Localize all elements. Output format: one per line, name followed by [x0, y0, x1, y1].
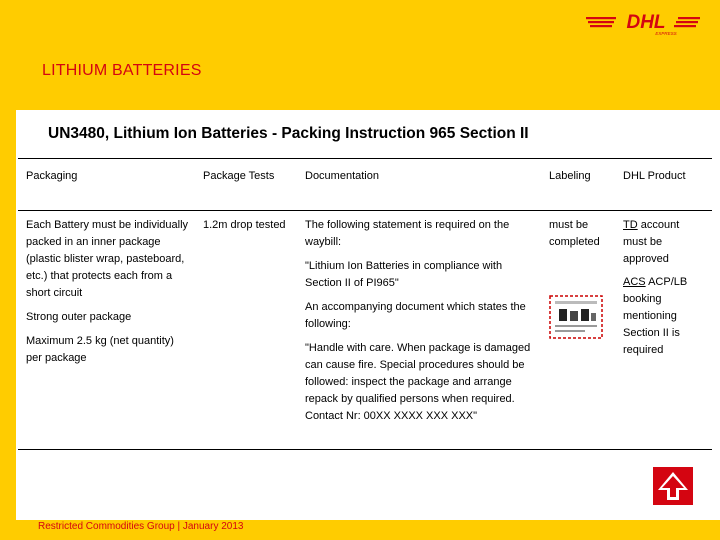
td-product-text: account must be approved [623, 219, 680, 265]
acs-product-link[interactable]: ACS [623, 276, 646, 288]
cell-packaging [18, 211, 195, 450]
header-documentation: Documentation [305, 170, 379, 182]
doc-handling-statement: "Handle with care. When package is damaged can cause fire. Special procedures should be followed: inspect the package and arrange repack by qualified persons when required. Contact Nr: 00XX XXXX XXX XXX" [305, 342, 531, 422]
header-dhl-product: DHL Product [623, 170, 686, 182]
header-package-tests: Package Tests [203, 170, 275, 182]
table-header-row [18, 159, 712, 211]
doc-waybill-statement: "Lithium Ion Batteries in compliance with Section II of PI965" [305, 260, 503, 289]
table-row [18, 211, 712, 450]
td-product-link[interactable]: TD [623, 219, 638, 231]
slide-title: LITHIUM BATTERIES [42, 62, 202, 79]
packing-instruction-table [18, 158, 712, 450]
labeling-text: must be completed [549, 219, 600, 248]
acs-product-text: ACP/LB booking mentioning Section II is required [623, 276, 688, 356]
cell-documentation [297, 211, 541, 450]
lithium-battery-handling-label-icon [549, 295, 603, 339]
up-arrow-icon[interactable] [652, 466, 694, 506]
header-labeling: Labeling [549, 170, 591, 182]
dhl-logo-subtext: EXPRESS [655, 31, 677, 36]
footer-text: Restricted Commodities Group | January 2013 [38, 521, 244, 532]
cell-package-tests: 1.2m drop tested [203, 219, 286, 231]
section-subtitle: UN3480, Lithium Ion Batteries - Packing Instruction 965 Section II [48, 125, 529, 142]
packaging-max-weight: Maximum 2.5 kg (net quantity) per package [26, 335, 174, 364]
dhl-logo [586, 8, 700, 36]
td-product-block [623, 217, 706, 268]
dhl-logo-text: DHL [626, 12, 666, 33]
doc-waybill-requirement: The following statement is required on the waybill: [305, 219, 510, 248]
header-packaging: Packaging [26, 170, 78, 182]
packaging-outer-package: Strong outer package [26, 311, 132, 323]
packaging-inner-package: Each Battery must be individually packed in an inner package (plastic blister wrap, pasteboard, etc.) that protects each from a short circuit [26, 219, 189, 299]
cell-dhl-product [615, 211, 712, 450]
acs-product-block [623, 274, 706, 359]
cell-labeling [541, 211, 615, 450]
doc-accompanying-requirement: An accompanying document which states the following: [305, 301, 526, 330]
